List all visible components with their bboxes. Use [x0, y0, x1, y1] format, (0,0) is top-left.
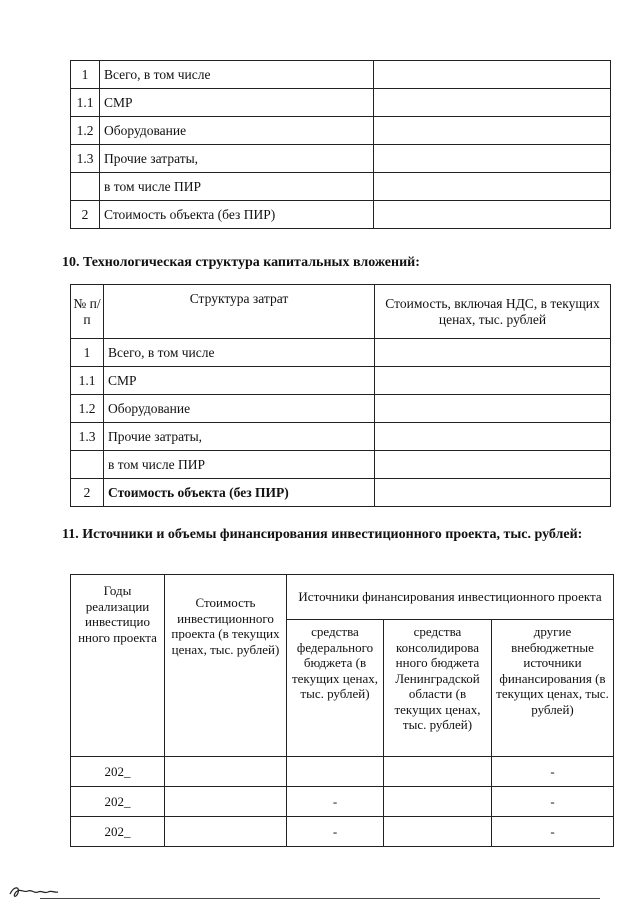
tech-structure-table	[70, 284, 611, 507]
row-value	[375, 395, 611, 423]
row-federal: -	[287, 787, 384, 817]
row-value	[375, 479, 611, 507]
table-row	[71, 201, 611, 229]
row-label: Оборудование	[100, 117, 374, 145]
row-cost	[165, 787, 287, 817]
row-number: 1.1	[71, 89, 100, 117]
row-number: 1	[71, 339, 104, 367]
row-number: 1.2	[71, 395, 104, 423]
table-row	[71, 395, 611, 423]
header-sources: Источники финансирования инвестиционного проекта	[287, 575, 614, 620]
row-value	[374, 173, 611, 201]
row-number: 1	[71, 61, 100, 89]
row-value	[374, 201, 611, 229]
table-row	[71, 423, 611, 451]
table-row	[71, 451, 611, 479]
table-row	[71, 817, 614, 847]
footer-rule	[40, 898, 600, 899]
row-label: Прочие затраты,	[100, 145, 374, 173]
row-value	[374, 117, 611, 145]
header-structure: Структура затрат	[104, 285, 375, 339]
row-cost	[165, 817, 287, 847]
row-label: Прочие затраты,	[104, 423, 375, 451]
row-federal: -	[287, 817, 384, 847]
table-row	[71, 787, 614, 817]
row-label: СМР	[100, 89, 374, 117]
table-row	[71, 61, 611, 89]
row-other: -	[492, 757, 614, 787]
table-row	[71, 173, 611, 201]
row-value	[374, 89, 611, 117]
table-header-row	[71, 575, 614, 620]
row-value	[375, 423, 611, 451]
header-num: № п/п	[71, 285, 104, 339]
header-cost: Стоимость, включая НДС, в текущих ценах, тыс. рублей	[375, 285, 611, 339]
row-number: 1.1	[71, 367, 104, 395]
row-number	[71, 451, 104, 479]
row-value	[374, 61, 611, 89]
header-federal: средства федерального бюджета (в текущих ценах, тыс. рублей)	[287, 620, 384, 757]
financing-table	[70, 574, 614, 847]
row-label: Стоимость объекта (без ПИР)	[104, 479, 375, 507]
table-row	[71, 757, 614, 787]
row-number: 1.3	[71, 145, 100, 173]
row-year: 202_	[71, 817, 165, 847]
row-other: -	[492, 787, 614, 817]
table-row	[71, 339, 611, 367]
row-number	[71, 173, 100, 201]
row-value	[375, 367, 611, 395]
table-row	[71, 479, 611, 507]
header-years: Годы реализации инвестицио нного проекта	[71, 575, 165, 757]
table-row	[71, 367, 611, 395]
row-other: -	[492, 817, 614, 847]
header-project-cost: Стоимость инвестиционного проекта (в текущих ценах, тыс. рублей)	[165, 575, 287, 757]
row-federal	[287, 757, 384, 787]
table-row	[71, 145, 611, 173]
row-label: Всего, в том числе	[100, 61, 374, 89]
row-cost	[165, 757, 287, 787]
table-header-row	[71, 285, 611, 339]
row-regional	[384, 817, 492, 847]
row-number: 2	[71, 479, 104, 507]
row-number: 1.3	[71, 423, 104, 451]
table-row	[71, 89, 611, 117]
row-label: Всего, в том числе	[104, 339, 375, 367]
row-regional	[384, 787, 492, 817]
cost-table-top	[70, 60, 611, 229]
row-label: в том числе ПИР	[104, 451, 375, 479]
row-label: в том числе ПИР	[100, 173, 374, 201]
table-row	[71, 117, 611, 145]
row-label: Стоимость объекта (без ПИР)	[100, 201, 374, 229]
section-11-heading: 11. Источники и объемы финансирования инвестиционного проекта, тыс. рублей:	[62, 527, 583, 542]
row-number: 2	[71, 201, 100, 229]
row-year: 202_	[71, 787, 165, 817]
row-number: 1.2	[71, 117, 100, 145]
header-regional: средства консолидирова нного бюджета Ленинградской области (в текущих ценах, тыс. рублей)	[384, 620, 492, 757]
row-label: Оборудование	[104, 395, 375, 423]
row-label: СМР	[104, 367, 375, 395]
row-year: 202_	[71, 757, 165, 787]
header-other: другие внебюджетные источники финансирования (в текущих ценах, тыс. рублей)	[492, 620, 614, 757]
row-value	[375, 339, 611, 367]
row-regional	[384, 757, 492, 787]
section-10-heading: 10. Технологическая структура капитальных вложений:	[62, 255, 420, 270]
row-value	[375, 451, 611, 479]
row-value	[374, 145, 611, 173]
